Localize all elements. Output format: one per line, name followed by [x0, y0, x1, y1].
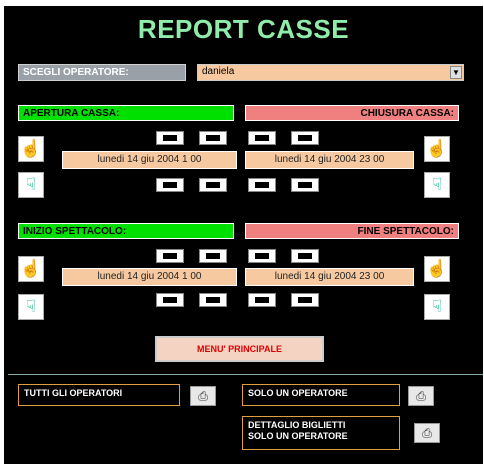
- report-window: [4, 6, 483, 464]
- report-ticket-detail-line1: DETTAGLIO BIGLIETTI: [248, 420, 346, 430]
- hand-down-icon[interactable]: ☟: [424, 172, 450, 198]
- chiusura-back-arrow-1[interactable]: [248, 178, 276, 192]
- operator-select[interactable]: [197, 64, 464, 81]
- hand-down-icon[interactable]: ☟: [424, 294, 450, 320]
- fine-forward-arrow-2[interactable]: [291, 249, 319, 263]
- hand-up-icon[interactable]: ☝: [18, 256, 44, 282]
- hand-down-icon[interactable]: ☟: [18, 172, 44, 198]
- hand-down-icon[interactable]: ☟: [18, 294, 44, 320]
- chiusura-forward-arrow-1[interactable]: [248, 131, 276, 145]
- inizio-label: INIZIO SPETTACOLO:: [18, 223, 234, 239]
- fine-label: FINE SPETTACOLO:: [245, 223, 459, 239]
- apertura-forward-arrow-1[interactable]: [156, 131, 184, 145]
- operator-select-value: daniela: [202, 66, 235, 77]
- divider: [8, 374, 483, 375]
- main-menu-button[interactable]: MENU' PRINCIPALE: [155, 336, 324, 362]
- report-ticket-detail-line2: SOLO UN OPERATORE: [248, 431, 348, 441]
- hand-up-icon[interactable]: ☝: [18, 136, 44, 162]
- hand-up-icon[interactable]: ☝: [424, 256, 450, 282]
- operator-label: SCEGLI OPERATORE:: [18, 64, 186, 81]
- apertura-date[interactable]: lunedi 14 giu 2004 1 00: [62, 151, 237, 169]
- hand-up-icon[interactable]: ☝: [424, 136, 450, 162]
- inizio-back-arrow-1[interactable]: [156, 293, 184, 307]
- inizio-forward-arrow-1[interactable]: [156, 249, 184, 263]
- chiusura-back-arrow-2[interactable]: [291, 178, 319, 192]
- apertura-back-arrow-1[interactable]: [156, 178, 184, 192]
- apertura-label: APERTURA CASSA:: [18, 105, 234, 121]
- printer-icon[interactable]: ⎙: [190, 386, 216, 406]
- report-all-operators: TUTTI GLI OPERATORI: [18, 384, 180, 406]
- inizio-back-arrow-2[interactable]: [199, 293, 227, 307]
- printer-icon[interactable]: ⎙: [414, 423, 440, 443]
- fine-date[interactable]: lunedi 14 giu 2004 23 00: [245, 268, 414, 286]
- apertura-forward-arrow-2[interactable]: [199, 131, 227, 145]
- chiusura-date[interactable]: lunedi 14 giu 2004 23 00: [245, 151, 414, 169]
- printer-icon[interactable]: ⎙: [408, 386, 434, 406]
- fine-forward-arrow-1[interactable]: [248, 249, 276, 263]
- inizio-date[interactable]: lunedi 14 giu 2004 1 00: [62, 268, 237, 286]
- chevron-down-icon[interactable]: ▼: [450, 66, 462, 79]
- report-single-operator: SOLO UN OPERATORE: [242, 384, 400, 406]
- fine-back-arrow-2[interactable]: [291, 293, 319, 307]
- page-title: REPORT CASSE: [137, 14, 350, 44]
- apertura-back-arrow-2[interactable]: [199, 178, 227, 192]
- chiusura-label: CHIUSURA CASSA:: [245, 105, 459, 121]
- chiusura-forward-arrow-2[interactable]: [291, 131, 319, 145]
- inizio-forward-arrow-2[interactable]: [199, 249, 227, 263]
- fine-back-arrow-1[interactable]: [248, 293, 276, 307]
- report-ticket-detail: [242, 416, 400, 450]
